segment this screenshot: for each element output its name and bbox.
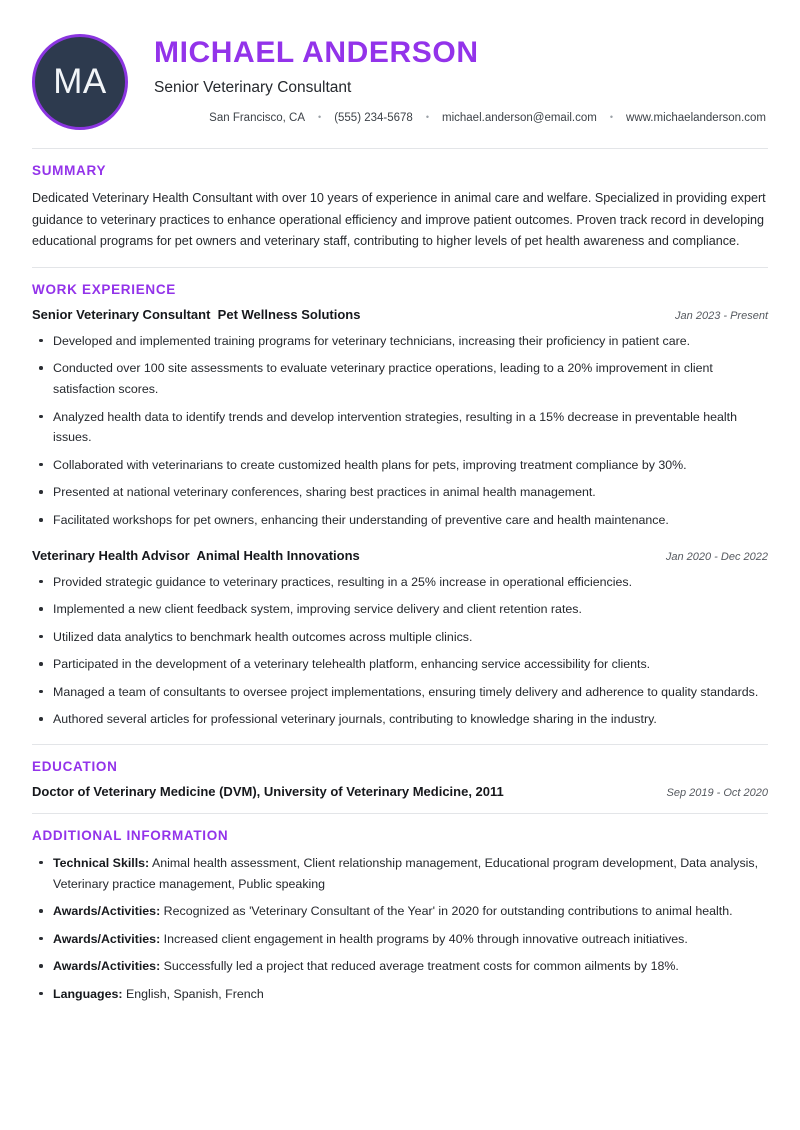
- list-item: Conducted over 100 site assessments to evaluate veterinary practice operations, leading to a 20% improvement in client satisfaction scores.: [32, 358, 768, 399]
- avatar-container: [32, 32, 136, 130]
- education-degree: Doctor of Veterinary Medicine (DVM), University of Veterinary Medicine, 2011: [32, 784, 504, 800]
- header-main: [136, 32, 768, 124]
- list-item: Participated in the development of a veterinary telehealth platform, enhancing service accessibility for clients.: [32, 654, 768, 675]
- section-title-summary: SUMMARY: [32, 163, 107, 178]
- contact-email: michael.anderson@email.com: [442, 111, 597, 124]
- info-value: Increased client engagement in health programs by 40% through innovative outreach initiatives.: [163, 931, 688, 946]
- list-item: Analyzed health data to identify trends and develop intervention strategies, resulting in a 15% decrease in preventable health issues.: [32, 407, 768, 448]
- list-item: Developed and implemented training programs for veterinary technicians, increasing their proficiency in patient care.: [32, 331, 768, 352]
- section-title-additional-information: ADDITIONAL INFORMATION: [32, 827, 229, 843]
- list-item: Authored several articles for professional veterinary journals, contributing to knowledge sharing in the industry.: [32, 709, 768, 730]
- list-item: Provided strategic guidance to veterinary practices, resulting in a 25% increase in operational efficiencies.: [32, 572, 768, 593]
- contact-separator-icon: •: [425, 112, 429, 123]
- page-title: MICHAEL ANDERSON: [154, 36, 479, 69]
- education-entry: [32, 784, 768, 801]
- list-item: Utilized data analytics to benchmark health outcomes across multiple clinics.: [32, 627, 768, 648]
- list-item: Facilitated workshops for pet owners, enhancing their understanding of preventive care and health maintenance.: [32, 510, 768, 531]
- avatar-initials: MA: [53, 62, 107, 101]
- work-entry-heading: [32, 307, 374, 324]
- work-entry-company: Pet Wellness Solutions: [217, 306, 361, 322]
- info-value: Successfully led a project that reduced average treatment costs for common ailments by 18%.: [163, 959, 679, 974]
- list-item: [32, 984, 768, 1005]
- contact-separator-icon: •: [609, 112, 614, 123]
- section-additional-information: [32, 813, 768, 1005]
- section-title-education: EDUCATION: [32, 759, 118, 775]
- info-label: Awards/Activities:: [53, 904, 161, 919]
- work-entry-company: Animal Health Innovations: [196, 547, 360, 563]
- info-label: Languages:: [53, 986, 123, 1001]
- info-value: Recognized as 'Veterinary Consultant of the Year' in 2020 for outstanding contributions to animal health.: [163, 904, 733, 919]
- list-item: Implemented a new client feedback system, improving service delivery and client retention rates.: [32, 599, 768, 620]
- contact-website: www.michaelanderson.com: [626, 111, 766, 124]
- work-entry-bullets: [32, 331, 768, 531]
- info-value: Animal health assessment, Client relationship management, Educational program development, Data analysis, Veterinary practice management, Public speaking: [53, 855, 759, 891]
- info-label: Awards/Activities:: [53, 959, 161, 974]
- info-value: English, Spanish, French: [126, 986, 264, 1001]
- work-entry-dates: Jan 2023 - Present: [675, 309, 768, 322]
- header-job-title: Senior Veterinary Consultant: [154, 79, 352, 96]
- list-item: Managed a team of consultants to oversee project implementations, ensuring timely delivery and adherence to quality standards.: [32, 682, 768, 703]
- additional-information-list: [32, 853, 768, 1005]
- section-title-work-experience: WORK EXPERIENCE: [32, 281, 177, 297]
- work-entry-role: Veterinary Health Advisor: [32, 547, 190, 563]
- contact-location: San Francisco, CA: [209, 111, 306, 124]
- contact-separator-icon: •: [318, 112, 322, 123]
- list-item: Collaborated with veterinarians to create customized health plans for pets, improving treatment compliance by 30%.: [32, 455, 768, 476]
- list-item: [32, 853, 768, 894]
- list-item: [32, 956, 768, 977]
- info-label: Technical Skills:: [53, 855, 150, 870]
- section-education: [32, 744, 768, 801]
- work-entry-heading: [32, 548, 374, 565]
- list-item: [32, 901, 768, 922]
- work-entry: [32, 548, 768, 730]
- list-item: Presented at national veterinary conferences, sharing best practices in animal health management.: [32, 482, 768, 503]
- work-entry: [32, 307, 768, 531]
- work-entry-role: Senior Veterinary Consultant: [32, 306, 211, 322]
- contact-phone: (555) 234-5678: [334, 111, 413, 124]
- list-item: [32, 929, 768, 950]
- section-summary: [32, 148, 768, 253]
- contact-line: [154, 112, 768, 124]
- summary-text: Dedicated Veterinary Health Consultant with over 10 years of experience in animal care and welfare. Specialized in providing expert guidance to veterinary practices to enhance operational efficiency and improve patient outcomes. Proven track record in developing educational programs for pet owners and veterinary staff, contributing to higher levels of pet health awareness and compliance.: [32, 191, 766, 249]
- work-entry-head: [32, 307, 768, 324]
- work-entry-head: [32, 548, 768, 565]
- education-dates: Sep 2019 - Oct 2020: [666, 787, 768, 800]
- avatar: [32, 34, 128, 130]
- education-entry-head: [32, 784, 768, 801]
- resume-header: [32, 24, 768, 144]
- work-entry-dates: Jan 2020 - Dec 2022: [665, 550, 768, 563]
- section-work-experience: [32, 267, 768, 730]
- info-label: Awards/Activities:: [53, 931, 161, 946]
- work-entry-bullets: [32, 572, 768, 731]
